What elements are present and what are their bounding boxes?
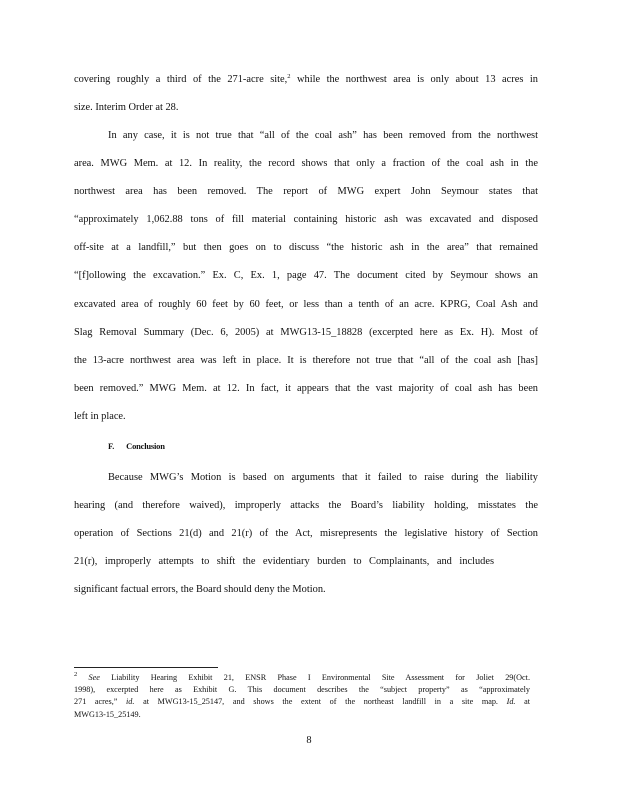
body-paragraph <box>74 66 538 122</box>
paragraph-line: excavated area of roughly 60 feet by 60 feet, or less than a tenth of an acre. KPRG, Coal Ash and <box>74 298 538 310</box>
footnote-signal: See <box>88 673 100 682</box>
footnote-separator <box>74 667 218 668</box>
paragraph-line: hearing (and therefore waived), improperly attacks the Board’s liability holding, misstates the <box>74 500 538 512</box>
page-number: 8 <box>306 735 312 746</box>
section-heading <box>108 440 165 452</box>
footnote-line: 1998), excerpted here as Exhibit G. This document describes the “subject property” as “approximately <box>74 685 530 695</box>
paragraph-line: been removed.” MWG Mem. at 12. In fact, it appears that the vast majority of coal ash has been <box>74 382 538 394</box>
paragraph-line: significant factual errors, the Board should deny the Motion. <box>74 584 326 596</box>
paragraph-line: northwest area has been removed. The report of MWG expert John Seymour states that <box>74 186 538 198</box>
footnote-line: MWG13-15_25149. <box>74 709 141 719</box>
paragraph-line: 21(r), improperly attempts to shift the evidentiary burden to Complainants, and includes <box>74 556 494 568</box>
paragraph-line: area. MWG Mem. at 12. In reality, the record shows that only a fraction of the coal ash in the <box>74 158 538 170</box>
paragraph-line: off-site at a landfill,” but then goes on to discuss “the historic ash in the area” that remained <box>74 242 538 254</box>
footnote <box>74 672 530 721</box>
paragraph-line: left in place. <box>74 410 126 422</box>
paragraph-line: In any case, it is not true that “all of the coal ash” has been removed from the northwest <box>108 130 538 141</box>
body-paragraph <box>74 122 538 431</box>
footnote-line: $^2$ See Liability Hearing Exhibit 21, ENSR Phase I Environmental Site Assessment for Joliet 29(Oct. <box>74 671 531 682</box>
footnote-line: 271 acres,” id. at MWG13-15_25147, and shows the extent of the northeast landfill in a site map. Id. at <box>74 697 530 707</box>
paragraph-line: size. Interim Order at 28. <box>74 102 179 114</box>
paragraph-line: “[f]ollowing the excavation.” Ex. C, Ex. 1, page 47. The document cited by Seymour shows an <box>74 270 538 282</box>
footnote-reference: 2 <box>287 73 291 80</box>
paragraph-line: “approximately 1,062.88 tons of fill material containing historic ash was excavated and disposed <box>74 214 538 226</box>
footnote-marker: 2 <box>74 671 78 678</box>
section-label: F. <box>108 441 115 451</box>
paragraph-line: the 13-acre northwest area was left in place. It is therefore not true that “all of the coal ash [has] <box>74 354 538 366</box>
paragraph-line: operation of Sections 21(d) and 21(r) of the Act, misrepresents the legislative history of Section <box>74 528 538 540</box>
body-paragraph <box>74 464 538 604</box>
paragraph-line: Because MWG’s Motion is based on arguments that it failed to raise during the liability <box>108 472 538 483</box>
section-title: Conclusion <box>126 441 165 451</box>
paragraph-line: covering roughly a third of the 271-acre site,$^2$ while the northwest area is only about 13 acres in <box>74 73 538 85</box>
paragraph-line: Slag Removal Summary (Dec. 6, 2005) at MWG13-15_18828 (excerpted here as Ex. H). Most of <box>74 326 538 338</box>
